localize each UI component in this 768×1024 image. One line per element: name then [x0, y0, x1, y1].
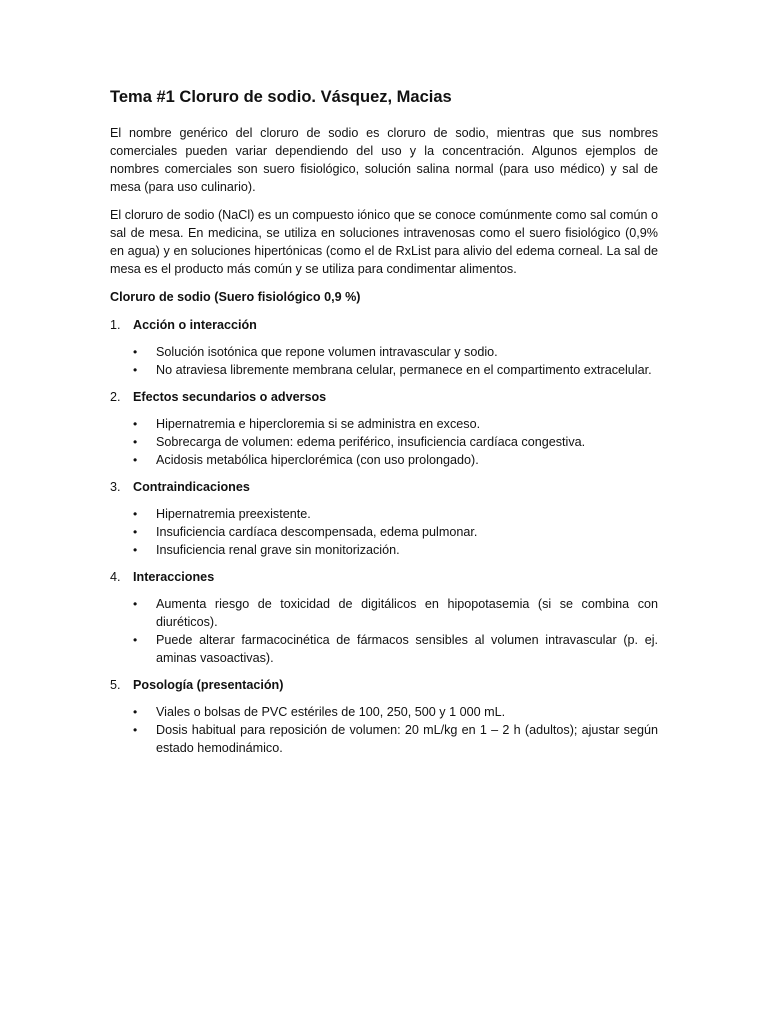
list-item — [110, 703, 658, 721]
list-item — [110, 433, 658, 451]
bullet-icon: • — [133, 435, 138, 449]
list-item — [110, 505, 658, 523]
list-item-text: Sobrecarga de volumen: edema periférico, insuficiencia cardíaca congestiva. — [156, 435, 586, 449]
section-number: 4. — [110, 570, 121, 584]
intro-paragraph: El nombre genérico del cloruro de sodio es cloruro de sodio, mientras que sus nombres comerciales pueden variar dependiendo del uso y la concentración. Algunos ejemplos de nombres comerciales son suero fisiológico, solución salina normal (para uso médico) y sal de mesa (para uso culinario). — [110, 126, 658, 194]
list-item-text: Hipernatremia e hipercloremia si se administra en exceso. — [156, 417, 481, 431]
section-title: Contraindicaciones — [133, 480, 250, 494]
document-title: Tema #1 Cloruro de sodio. Vásquez, Macias — [110, 88, 452, 106]
product-subheading: Cloruro de sodio (Suero fisiológico 0,9 %) — [110, 290, 361, 304]
description-paragraph: El cloruro de sodio (NaCl) es un compuesto iónico que se conoce comúnmente como sal común o sal de mesa. En medicina, se utiliza en soluciones intravenosas como el suero fisiológico (0,9% en agua) y en soluciones hipertónicas (como el de RxList para alivio del edema corneal. La sal de mesa es el producto más común y se utiliza para condimentar alimentos. — [110, 208, 658, 276]
section-number: 3. — [110, 480, 121, 494]
list-item-text: Insuficiencia cardíaca descompensada, edema pulmonar. — [156, 525, 478, 539]
section-number: 5. — [110, 678, 121, 692]
list-item-text: Aumenta riesgo de toxicidad de digitálicos en hipopotasemia (si se combina con diuréticos). — [156, 597, 658, 629]
list-item — [110, 721, 658, 757]
bullet-icon: • — [133, 363, 138, 377]
section-number: 1. — [110, 318, 121, 332]
section-posologia — [110, 676, 658, 757]
list-item — [110, 631, 658, 667]
document-body — [110, 86, 658, 766]
list-item — [110, 541, 658, 559]
bullet-icon: • — [133, 723, 138, 737]
section-accion — [110, 316, 658, 379]
list-item-text: No atraviesa libremente membrana celular, permanece en el compartimento extracelular. — [156, 363, 652, 377]
list-item-text: Puede alterar farmacocinética de fármacos sensibles al volumen intravascular (p. ej. aminas vasoactivas). — [156, 633, 658, 665]
section-heading — [110, 676, 658, 694]
bullet-icon: • — [133, 543, 138, 557]
bullet-list — [110, 505, 658, 559]
bullet-list — [110, 343, 658, 379]
section-title: Interacciones — [133, 570, 215, 584]
section-heading — [110, 568, 658, 586]
section-interacciones — [110, 568, 658, 667]
list-item-text: Solución isotónica que repone volumen intravascular y sodio. — [156, 345, 498, 359]
section-number: 2. — [110, 390, 121, 404]
bullet-icon: • — [133, 507, 138, 521]
section-efectos — [110, 388, 658, 469]
list-item-text: Dosis habitual para reposición de volumen: 20 mL/kg en 1 – 2 h (adultos); ajustar según estado hemodinámico. — [156, 723, 658, 755]
list-item — [110, 343, 658, 361]
section-title: Acción o interacción — [133, 318, 257, 332]
bullet-icon: • — [133, 633, 138, 647]
bullet-icon: • — [133, 453, 138, 467]
bullet-list — [110, 415, 658, 469]
list-item — [110, 451, 658, 469]
section-heading — [110, 316, 658, 334]
bullet-list — [110, 595, 658, 667]
bullet-icon: • — [133, 345, 138, 359]
bullet-list — [110, 703, 658, 757]
section-heading — [110, 478, 658, 496]
list-item-text: Insuficiencia renal grave sin monitorización. — [156, 543, 400, 557]
list-item — [110, 523, 658, 541]
section-title: Efectos secundarios o adversos — [133, 390, 327, 404]
section-title: Posología (presentación) — [133, 678, 284, 692]
list-item — [110, 361, 658, 379]
bullet-icon: • — [133, 705, 138, 719]
bullet-icon: • — [133, 525, 138, 539]
list-item — [110, 415, 658, 433]
bullet-icon: • — [133, 597, 138, 611]
list-item — [110, 595, 658, 631]
list-item-text: Hipernatremia preexistente. — [156, 507, 311, 521]
section-contraindicaciones — [110, 478, 658, 559]
bullet-icon: • — [133, 417, 138, 431]
list-item-text: Acidosis metabólica hiperclorémica (con uso prolongado). — [156, 453, 479, 467]
list-item-text: Viales o bolsas de PVC estériles de 100, 250, 500 y 1 000 mL. — [156, 705, 506, 719]
section-heading — [110, 388, 658, 406]
